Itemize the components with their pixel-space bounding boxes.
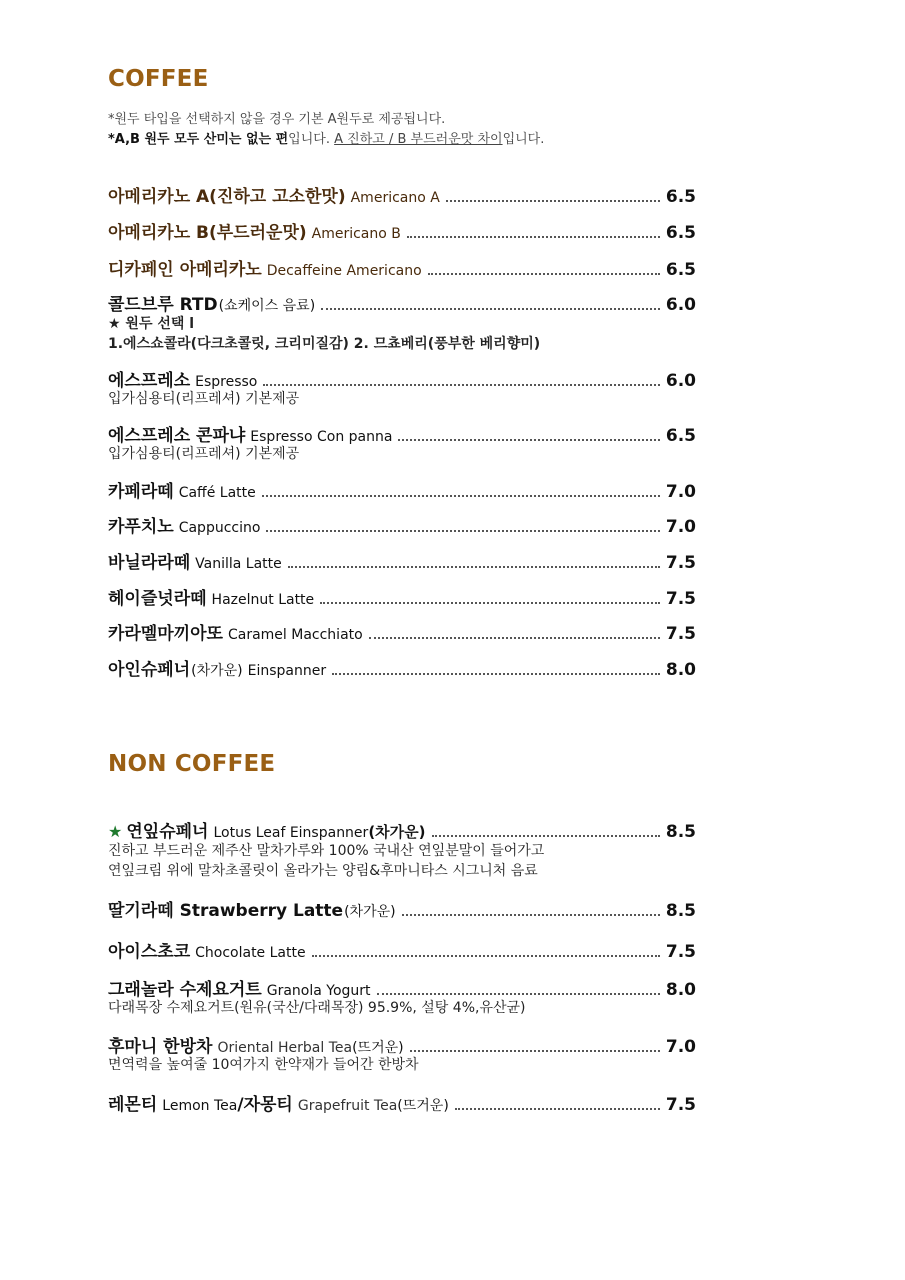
dot-leader — [263, 383, 660, 386]
item-name-kr: 아메리카노 A(진하고 고소한맛) — [108, 187, 346, 207]
dot-leader — [432, 834, 660, 837]
menu-item-chocolate-latte — [108, 937, 696, 962]
item-name-en: Americano B — [311, 226, 401, 242]
note-line-1: *원두 타입을 선택하지 않을 경우 기본 A원두로 제공됩니다. — [108, 112, 446, 127]
item-price: 7.5 — [665, 553, 696, 573]
dot-leader — [446, 199, 660, 202]
dot-leader — [410, 1049, 660, 1052]
dot-leader — [320, 601, 660, 604]
dot-leader — [455, 1107, 660, 1110]
item-price: 8.5 — [665, 822, 696, 842]
menu-item-cold-brew — [108, 290, 696, 315]
item-price: 7.0 — [665, 517, 696, 537]
menu-item-cappuccino — [108, 512, 696, 537]
item-name-kr: 바닐라라떼 — [108, 553, 191, 573]
item-price: 7.0 — [665, 1037, 696, 1057]
item-name-kr: 카라멜마끼아또 — [108, 624, 223, 644]
item-name: 딸기라떼 Strawberry Latte — [108, 901, 344, 921]
item-extra: (뜨거운) — [397, 1098, 449, 1114]
dot-leader — [402, 913, 660, 916]
con-panna-description: 입가심용티(리프레셔) 기본제공 — [108, 446, 300, 462]
item-name-en: Espresso — [195, 374, 258, 390]
item-name-kr: 그래놀라 수제요거트 — [108, 980, 262, 1000]
item-extra: (차가운) — [191, 663, 243, 679]
item-name-kr: 에스프레소 — [108, 371, 191, 391]
item-extra: (쇼케이스 음료) — [218, 298, 316, 314]
item-name-en-2: Grapefruit Tea — [297, 1098, 398, 1114]
item-name-en: Cappuccino — [178, 520, 261, 536]
coffee-section-title: COFFEE — [108, 66, 209, 92]
item-name-en: Hazelnut Latte — [211, 592, 315, 608]
dot-leader — [288, 565, 660, 568]
dot-leader — [266, 529, 659, 532]
item-name-en: Lemon Tea — [162, 1098, 238, 1114]
item-price: 6.5 — [665, 426, 696, 446]
menu-item-einspanner — [108, 655, 696, 680]
espresso-description: 입가심용티(리프레셔) 기본제공 — [108, 391, 300, 407]
item-name-en: Decaffeine Americano — [266, 263, 422, 279]
item-name-en: Lotus Leaf Einspanner — [213, 825, 369, 841]
menu-item-hazelnut-latte — [108, 584, 696, 609]
item-name-kr-2: 자몽티 — [243, 1095, 293, 1115]
item-name-en: Vanilla Latte — [195, 556, 282, 572]
item-name-kr: 레몬티 — [108, 1095, 158, 1115]
item-price: 6.5 — [665, 260, 696, 280]
lotus-description-2: 연잎크림 위에 말차초콜릿이 올라가는 양림&후마니타스 시그니처 음료 — [108, 863, 538, 879]
dot-leader — [369, 636, 660, 639]
lotus-description-1: 진하고 부드러운 제주산 말차가루와 100% 국내산 연잎분말이 들어가고 — [108, 843, 545, 859]
item-name-en: Chocolate Latte — [195, 945, 306, 961]
item-price: 6.0 — [665, 295, 696, 315]
dot-leader — [428, 272, 660, 275]
item-name-kr: 카페라떼 — [108, 482, 174, 502]
non-coffee-section-title: NON COFFEE — [108, 751, 276, 777]
coffee-notes — [108, 110, 544, 150]
item-name-en: Americano A — [350, 190, 440, 206]
item-price: 7.5 — [665, 942, 696, 962]
star-icon: ★ — [108, 822, 123, 841]
dot-leader — [377, 992, 660, 995]
item-price: 8.0 — [665, 660, 696, 680]
dot-leader — [321, 307, 660, 310]
item-temp: (차가운) — [368, 823, 426, 841]
item-name-kr: 후마니 한방차 — [108, 1037, 213, 1057]
item-price: 6.5 — [665, 223, 696, 243]
note-mid: 입니다. — [288, 132, 335, 147]
item-name-en: Espresso Con panna — [250, 429, 393, 445]
dot-leader — [332, 672, 660, 675]
menu-item-vanilla-latte — [108, 548, 696, 573]
item-name-kr: 아이스초코 — [108, 942, 191, 962]
item-name-kr: 에스프레소 콘파냐 — [108, 426, 246, 446]
cold-brew-bean-options: 1.에스쇼콜라(다크초콜릿, 크리미질감) 2. 므쵸베리(풍부한 베리향미) — [108, 336, 541, 352]
menu-item-americano-b — [108, 218, 696, 243]
item-price: 6.0 — [665, 371, 696, 391]
menu-item-americano-a — [108, 182, 696, 207]
item-price: 7.5 — [665, 624, 696, 644]
item-price: 7.5 — [665, 1095, 696, 1115]
item-name-en: Granola Yogurt — [266, 983, 371, 999]
menu-item-lemon-grapefruit-tea — [108, 1090, 696, 1115]
menu-item-espresso-con-panna — [108, 421, 696, 446]
item-name-kr: 콜드브루 RTD — [108, 295, 218, 315]
menu-item-caramel-macchiato — [108, 619, 696, 644]
item-name-kr: 헤이즐넛라떼 — [108, 589, 207, 609]
item-price: 6.5 — [665, 187, 696, 207]
item-name-en: Caramel Macchiato — [227, 627, 363, 643]
menu-item-granola-yogurt — [108, 975, 696, 1000]
note-end: 입니다. — [502, 132, 545, 147]
menu-item-espresso — [108, 366, 696, 391]
cold-brew-bean-choice: ★ 원두 선택 l — [108, 316, 195, 332]
item-price: 7.0 — [665, 482, 696, 502]
item-extra: (뜨거운) — [352, 1040, 404, 1056]
granola-description: 다래목장 수제요거트(원유(국산/다래목장) 95.9%, 설탕 4%,유산균) — [108, 1000, 526, 1016]
menu-item-lotus-leaf-einspanner — [108, 817, 696, 842]
note-bold: *A,B 원두 모두 산미는 없는 편 — [108, 132, 289, 147]
item-name-kr: 디카페인 아메리카노 — [108, 260, 262, 280]
menu-item-decaf-americano — [108, 255, 696, 280]
herbal-tea-description: 면역력을 높여줄 10여가지 한약재가 들어간 한방차 — [108, 1057, 419, 1073]
item-price: 8.5 — [665, 901, 696, 921]
menu-item-strawberry-latte — [108, 896, 696, 921]
item-price: 8.0 — [665, 980, 696, 1000]
dot-leader — [407, 235, 660, 238]
item-price: 7.5 — [665, 589, 696, 609]
item-name-kr: 카푸치노 — [108, 517, 174, 537]
item-name-kr: 아인슈페너 — [108, 660, 191, 680]
note-underline: A 진하고 / B 부드러운맛 차이 — [334, 132, 503, 147]
dot-leader — [312, 954, 660, 957]
menu-item-herbal-tea — [108, 1032, 696, 1057]
dot-leader — [262, 494, 660, 497]
note-line-2 — [108, 130, 544, 150]
item-separator: / — [237, 1095, 244, 1115]
menu-item-caffe-latte — [108, 477, 696, 502]
item-name-kr: 아메리카노 B(부드러운맛) — [108, 223, 307, 243]
item-name-en: Einspanner — [247, 663, 327, 679]
item-name-en: Caffé Latte — [178, 485, 256, 501]
dot-leader — [398, 438, 659, 441]
item-extra: (차가운) — [344, 904, 396, 920]
item-name-kr: 연잎슈페너 — [126, 822, 209, 842]
item-name-en: Oriental Herbal Tea — [217, 1040, 353, 1056]
